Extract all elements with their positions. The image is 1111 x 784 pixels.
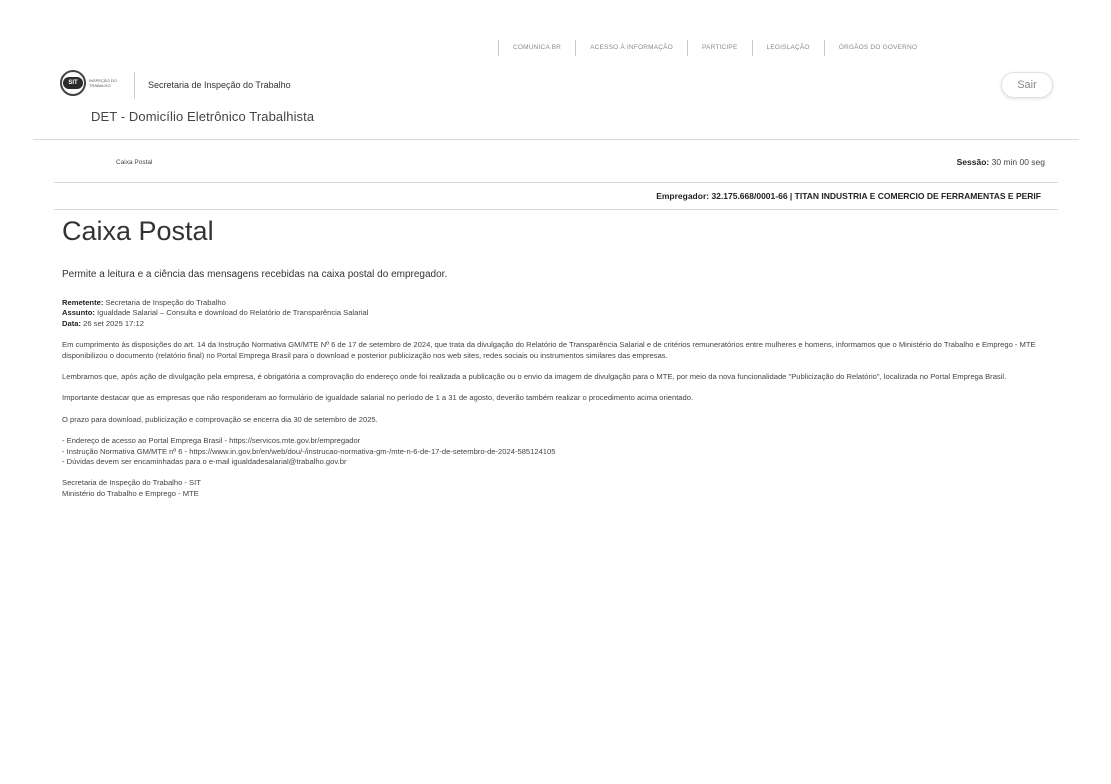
message-link-item: - Instrução Normativa GM/MTE nº 6 - https://www.in.gov.br/en/web/dou/-/instrucao-normativa-gm-/mte-n-6-de-17-de-setembro-de-2024-585124105	[62, 446, 556, 456]
message-paragraph: Lembramos que, após ação de divulgação pela empresa, é obrigatória a comprovação do endereço onde foi realizada a publicação ou o envio da imagem de divulgação para o MTE, por meio da nova funcionalidade "Publicização do Relatório", localizada no Portal Emprega Brasil.	[62, 372, 1007, 382]
gov-links-bar	[498, 40, 917, 56]
logo-subtext: INSPEÇÃO DO TRABALHO	[89, 78, 117, 88]
message-paragraph: O prazo para download, publicização e comprovação se encerra dia 30 de setembro de 2025.	[62, 414, 378, 424]
gov-link-acesso-informacao[interactable]: ACESSO À INFORMAÇÃO	[575, 40, 687, 56]
session-value: 30 min 00 seg	[991, 157, 1045, 167]
page-description: Permite a leitura e a ciência das mensagens recebidas na caixa postal do empregador.	[62, 269, 448, 280]
header-divider-line	[33, 139, 1079, 140]
org-name: Secretaria de Inspeção do Trabalho	[148, 80, 291, 90]
employer-info: Empregador: 32.175.668/0001-66 | TITAN INDUSTRIA E COMERCIO DE FERRAMENTAS E PERIF	[656, 191, 1041, 201]
message-paragraph: Em cumprimento às disposições do art. 14 da Instrução Normativa GM/MTE Nº 6 de 17 de setembro de 2024, que trata da divulgação do Relatório de Transparência Salarial e de critérios remuneratórios entre mulheres e homens, informamos que o Ministério do Trabalho e Emprego - MTE disponibilizou o documento (relatório final) no Portal Emprega Brasil para o download e posterior publicização nos web sites, redes sociais ou instrumentos similares das empresas.	[62, 340, 1036, 360]
page-title: Caixa Postal	[62, 216, 214, 246]
gov-link-legislacao[interactable]: LEGISLAÇÃO	[752, 40, 824, 56]
subject-value: Igualdade Salarial – Consulta e download do Relatório de Transparência Salarial	[97, 308, 369, 318]
sender-label: Remetente:	[62, 298, 104, 307]
session-timer	[957, 157, 1045, 167]
date-value: 26 set 2025 17:12	[83, 318, 144, 328]
message-body	[62, 298, 1042, 499]
date-label: Data:	[62, 318, 81, 328]
logo-mark: SIT	[63, 77, 83, 89]
logout-button[interactable]: Sair	[1001, 72, 1053, 98]
message-subject	[62, 308, 1042, 318]
sit-seal-icon	[60, 70, 86, 96]
sender-value: Secretaria de Inspeção do Trabalho	[105, 298, 226, 307]
breadcrumb[interactable]: Caixa Postal	[116, 159, 153, 166]
subheader-divider	[54, 182, 1058, 183]
message-link-item: - Dúvidas devem ser encaminhadas para o e-mail igualdadesalarial@trabalho.gov.br	[62, 457, 347, 467]
system-title: DET - Domicílio Eletrônico Trabalhista	[91, 109, 315, 124]
message-date	[62, 319, 1042, 329]
header-divider	[134, 72, 135, 99]
message-sender	[62, 298, 1042, 308]
employer-divider	[54, 209, 1058, 210]
session-label: Sessão:	[956, 157, 990, 167]
signature-line: Ministério do Trabalho e Emprego - MTE	[62, 488, 199, 498]
gov-link-participe[interactable]: PARTICIPE	[687, 40, 752, 56]
subject-label: Assunto:	[62, 308, 95, 318]
message-link-item: - Endereço de acesso ao Portal Emprega Brasil - https://servicos.mte.gov.br/empregador	[62, 436, 361, 446]
gov-link-orgaos-governo[interactable]: ÓRGÃOS DO GOVERNO	[824, 40, 918, 56]
message-links-list	[62, 436, 1042, 467]
gov-link-comunica-br[interactable]: COMUNICA BR	[498, 40, 575, 56]
sit-logo[interactable]	[60, 70, 125, 96]
message-paragraph: Importante destacar que as empresas que não responderam ao formulário de igualdade salarial no período de 1 a 31 de agosto, deverão também realizar o procedimento acima orientado.	[62, 393, 694, 403]
message-signature	[62, 478, 1042, 499]
signature-line: Secretaria de Inspeção do Trabalho - SIT	[62, 478, 201, 488]
